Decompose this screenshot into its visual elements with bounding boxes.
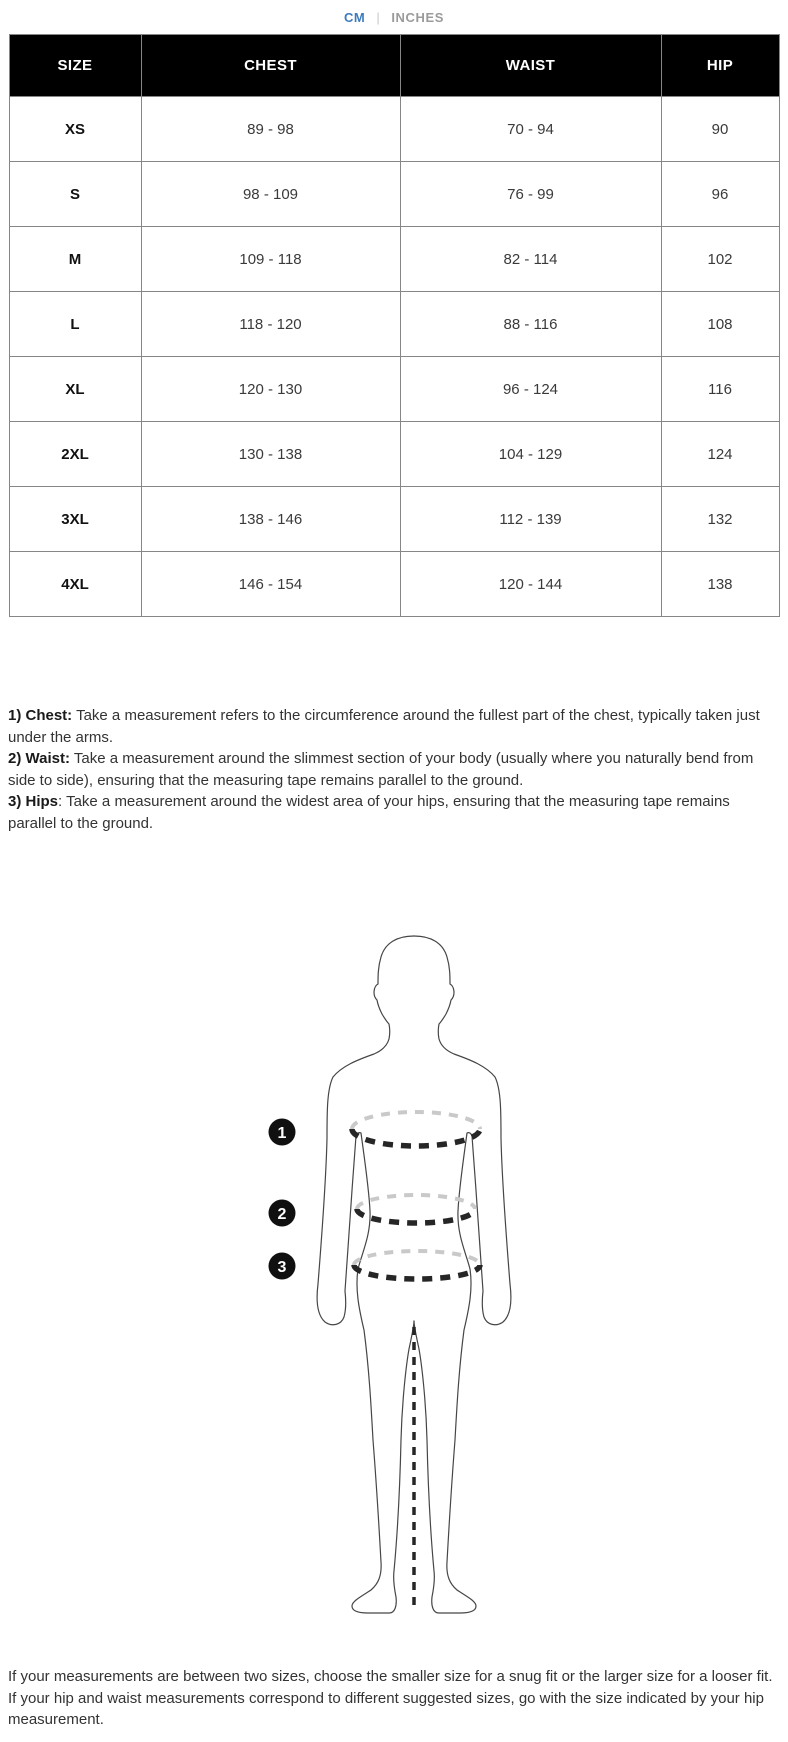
- table-row: [9, 422, 779, 487]
- header-hip: HIP: [661, 35, 779, 97]
- cell-hip: 116: [661, 357, 779, 422]
- cell-chest: 109 - 118: [141, 227, 400, 292]
- marker-2-badge: [269, 1200, 296, 1227]
- cell-hip: 102: [661, 227, 779, 292]
- cell-chest: 130 - 138: [141, 422, 400, 487]
- marker-2-label: 2: [277, 1206, 287, 1223]
- marker-3-label: 3: [277, 1259, 287, 1276]
- table-row: [9, 227, 779, 292]
- fit-advice-text: If your measurements are between two sizes, choose the smaller size for a snug fit or the larger size for a looser fit. If your hip and waist measurements correspond to different suggested sizes, go with the size indicated by your hip measurement.: [8, 1668, 773, 1728]
- cell-size: XS: [9, 97, 141, 162]
- waist-tape-ellipse: [357, 1195, 475, 1223]
- note-hips-text: : Take a measurement around the widest area of your hips, ensuring that the measuring tape remains parallel to the ground.: [8, 793, 730, 832]
- tab-inches[interactable]: INCHES: [391, 10, 445, 25]
- header-chest: CHEST: [141, 35, 400, 97]
- header-size: SIZE: [9, 35, 141, 97]
- cell-size: M: [9, 227, 141, 292]
- table-row: [9, 162, 779, 227]
- cell-size: 4XL: [9, 552, 141, 617]
- cell-size: 2XL: [9, 422, 141, 487]
- cell-hip: 124: [661, 422, 779, 487]
- cell-waist: 96 - 124: [400, 357, 661, 422]
- cell-hip: 96: [661, 162, 779, 227]
- note-waist-label: 2) Waist:: [8, 750, 70, 767]
- cell-chest: 89 - 98: [141, 97, 400, 162]
- cell-waist: 76 - 99: [400, 162, 661, 227]
- cell-waist: 120 - 144: [400, 552, 661, 617]
- note-waist-text: Take a measurement around the slimmest section of your body (usually where you naturally bend from side to side), ensuring that the measuring tape remains parallel to the ground.: [8, 750, 754, 789]
- cell-waist: 104 - 129: [400, 422, 661, 487]
- cell-hip: 108: [661, 292, 779, 357]
- cell-chest: 138 - 146: [141, 487, 400, 552]
- body-measurement-diagram: [0, 926, 788, 1626]
- table-row: [9, 292, 779, 357]
- table-row: [9, 552, 779, 617]
- table-row: [9, 357, 779, 422]
- cell-chest: 98 - 109: [141, 162, 400, 227]
- hip-tape-ellipse: [354, 1251, 480, 1279]
- note-hips-label: 3) Hips: [8, 793, 59, 810]
- marker-1-badge: [269, 1119, 296, 1146]
- table-row: [9, 487, 779, 552]
- cell-size: 3XL: [9, 487, 141, 552]
- unit-toggle: [0, 0, 788, 25]
- note-chest-text: Take a measurement refers to the circumference around the fullest part of the chest, typically taken just under the arms.: [8, 707, 760, 746]
- cell-waist: 82 - 114: [400, 227, 661, 292]
- table-header-row: [9, 35, 779, 97]
- cell-hip: 90: [661, 97, 779, 162]
- cell-size: S: [9, 162, 141, 227]
- cell-chest: 118 - 120: [141, 292, 400, 357]
- cell-waist: 88 - 116: [400, 292, 661, 357]
- cell-chest: 120 - 130: [141, 357, 400, 422]
- marker-1-label: 1: [277, 1125, 287, 1142]
- cell-waist: 70 - 94: [400, 97, 661, 162]
- cell-size: L: [9, 292, 141, 357]
- measurement-notes: [8, 705, 780, 834]
- body-diagram-svg: [0, 926, 788, 1626]
- size-chart-table: [9, 34, 780, 617]
- table-row: [9, 97, 779, 162]
- cell-hip: 132: [661, 487, 779, 552]
- cell-chest: 146 - 154: [141, 552, 400, 617]
- marker-3-badge: [269, 1253, 296, 1280]
- tab-separator: |: [376, 10, 381, 25]
- cell-size: XL: [9, 357, 141, 422]
- tab-cm[interactable]: CM: [343, 10, 366, 25]
- chest-tape-ellipse: [352, 1112, 480, 1146]
- cell-waist: 112 - 139: [400, 487, 661, 552]
- note-chest-label: 1) Chest:: [8, 707, 73, 724]
- cell-hip: 138: [661, 552, 779, 617]
- header-waist: WAIST: [400, 35, 661, 97]
